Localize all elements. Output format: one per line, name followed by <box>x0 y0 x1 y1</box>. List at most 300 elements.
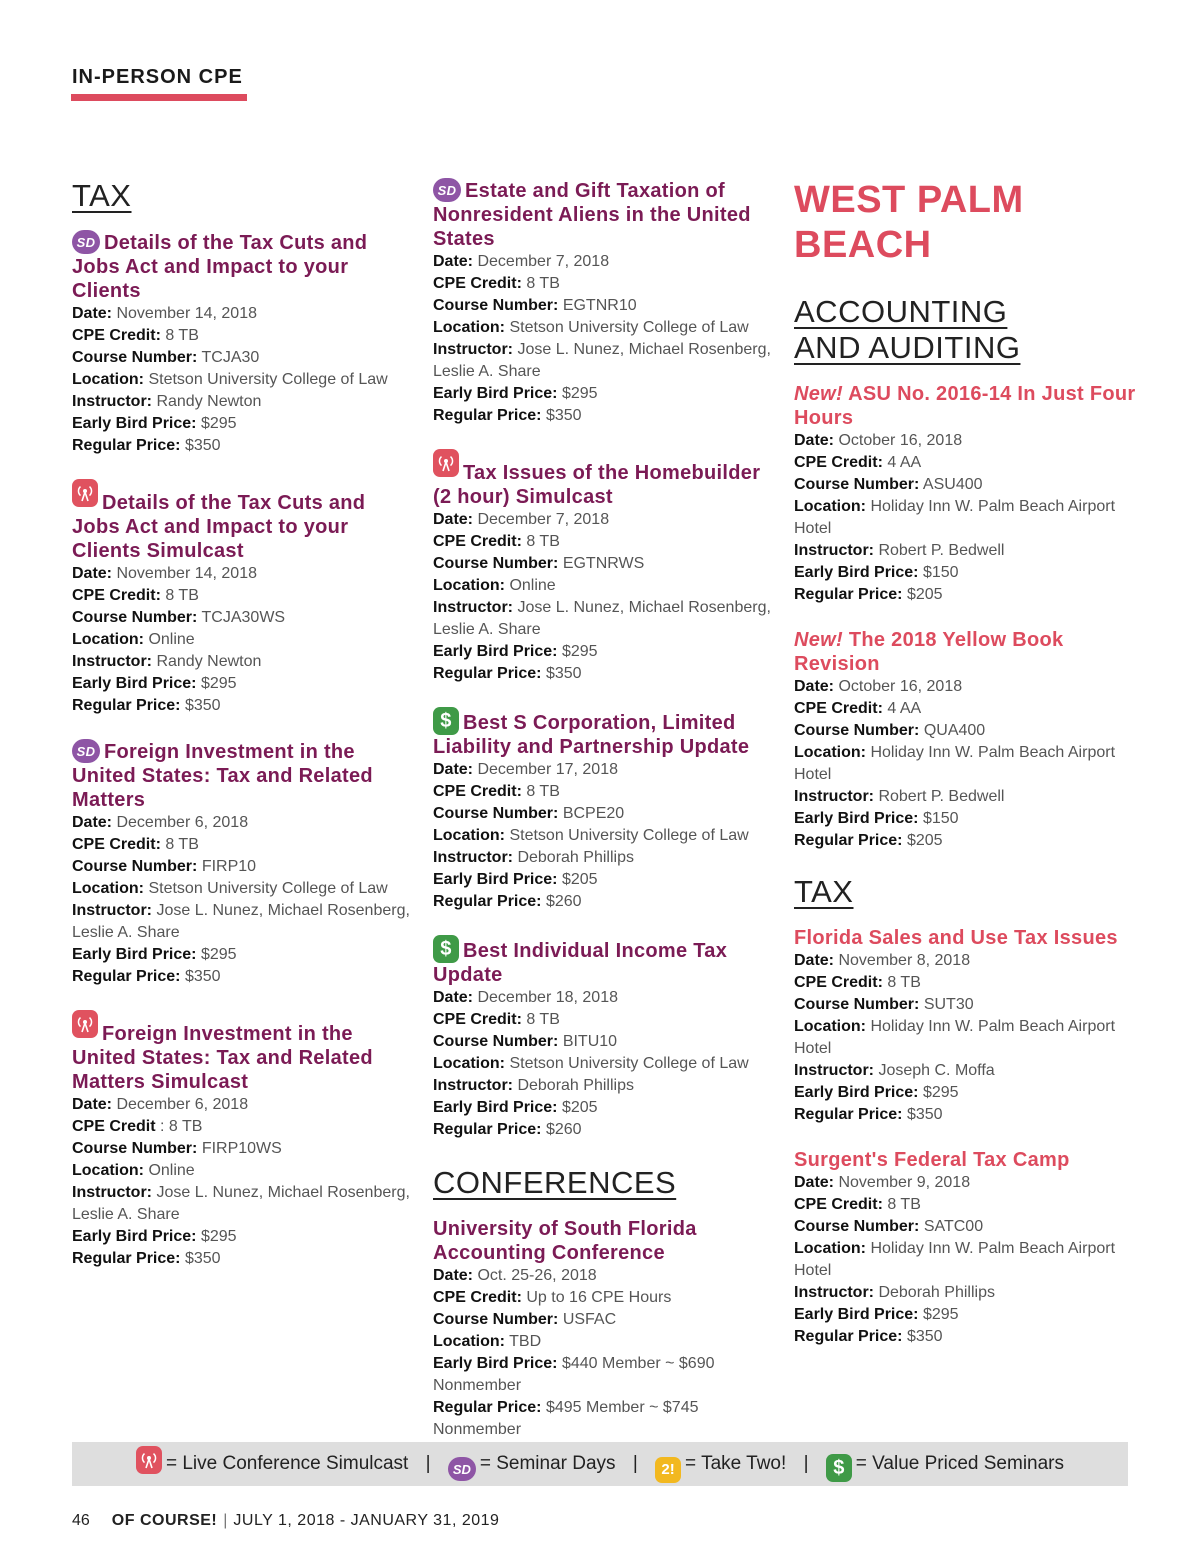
course-cpe-credit <box>72 1116 412 1138</box>
course-regular-price <box>794 584 1139 606</box>
field-label: Instructor: <box>72 1184 152 1201</box>
field-label: Course Number: <box>72 609 198 626</box>
section-underline-bar <box>71 94 247 101</box>
field-label: Course Number: <box>72 858 198 875</box>
course-listing <box>72 230 412 457</box>
legend-separator: | <box>632 1453 638 1474</box>
field-label: Regular Price: <box>794 586 903 603</box>
field-value: Holiday Inn W. Palm Beach Airport Hotel <box>794 498 1116 537</box>
legend-separator: | <box>425 1453 431 1474</box>
field-value: November 14, 2018 <box>116 565 257 582</box>
field-value: October 16, 2018 <box>838 678 963 695</box>
field-value: : 8 TB <box>160 1118 203 1135</box>
field-value: Stetson University College of Law <box>148 371 388 388</box>
course-cpe-credit <box>72 834 412 856</box>
field-value: 4 AA <box>887 454 922 471</box>
conference-regular-price <box>433 1397 778 1441</box>
field-value: $295 <box>200 675 237 692</box>
region-heading: WEST PALM BEACH <box>794 179 1024 266</box>
field-value: Stetson University College of Law <box>509 1055 749 1072</box>
field-value: November 9, 2018 <box>838 1174 971 1191</box>
course-date <box>433 759 778 781</box>
column-middle <box>433 178 778 1463</box>
course-date <box>433 251 778 273</box>
field-value: Jose L. Nunez, Michael Rosenberg, Leslie A. Share <box>72 902 410 941</box>
field-label: Location: <box>433 577 505 594</box>
course-cpe-credit <box>794 972 1139 994</box>
field-label: Location: <box>794 1240 866 1257</box>
field-label: CPE Credit: <box>433 533 522 550</box>
field-label: Early Bird Price: <box>72 1228 197 1245</box>
course-title-text: ASU No. 2016-14 In Just Four Hours <box>794 383 1136 429</box>
course-listing <box>433 449 778 685</box>
field-label: CPE Credit: <box>72 836 161 853</box>
course-cpe-credit <box>794 452 1139 474</box>
field-value: Holiday Inn W. Palm Beach Airport Hotel <box>794 1240 1116 1279</box>
course-cpe-credit <box>433 273 778 295</box>
new-tag: New! <box>794 629 843 651</box>
field-label: Location: <box>72 1162 144 1179</box>
field-label: Early Bird Price: <box>794 1306 919 1323</box>
field-value: EGTNRWS <box>562 555 645 572</box>
course-list <box>794 382 1139 852</box>
field-label: Early Bird Price: <box>433 643 558 660</box>
course-location <box>433 317 778 339</box>
course-date <box>433 509 778 531</box>
field-label: CPE Credit: <box>72 327 161 344</box>
category-heading-accounting: ACCOUNTING AND AUDITING <box>794 294 1021 365</box>
field-label: Course Number: <box>433 297 559 314</box>
conference-early-bird-price <box>433 1353 778 1397</box>
course-date <box>794 950 1139 972</box>
course-cpe-credit <box>72 585 412 607</box>
footer-separator: | <box>223 1512 228 1529</box>
simulcast-icon <box>72 1010 98 1038</box>
publication-dates: JULY 1, 2018 - JANUARY 31, 2019 <box>233 1512 500 1529</box>
course-instructor <box>72 1182 412 1226</box>
field-label: Instructor: <box>794 788 874 805</box>
course-location <box>433 1053 778 1075</box>
course-location <box>72 369 412 391</box>
field-label: Course Number: <box>794 996 920 1013</box>
course-title <box>794 382 1139 430</box>
conference-listing <box>433 1217 778 1441</box>
course-listing <box>433 707 778 913</box>
category-heading-tax: TAX <box>72 178 132 213</box>
field-value: FIRP10 <box>201 858 257 875</box>
new-tag: New! <box>794 383 843 405</box>
field-value: Deborah Phillips <box>517 1077 634 1094</box>
field-value: $295 <box>922 1306 959 1323</box>
field-value: December 6, 2018 <box>116 814 249 831</box>
field-label: Date: <box>794 432 835 449</box>
conference-location <box>433 1331 778 1353</box>
field-value: 8 TB <box>165 587 199 604</box>
field-label: Date: <box>72 1096 113 1113</box>
field-label: Early Bird Price: <box>794 1084 919 1101</box>
field-label: Location: <box>794 1018 866 1035</box>
course-title-text: Best S Corporation, Limited Liability and Partnership Update <box>433 712 750 758</box>
field-label: Course Number: <box>794 1218 920 1235</box>
field-label: Instructor: <box>433 341 513 358</box>
course-course-number <box>433 1031 778 1053</box>
field-value: SATC00 <box>923 1218 984 1235</box>
course-instructor <box>794 540 1139 562</box>
course-listing <box>72 1010 412 1270</box>
course-instructor <box>72 391 412 413</box>
course-title <box>433 449 778 509</box>
field-label: CPE Credit: <box>433 1011 522 1028</box>
course-instructor <box>433 847 778 869</box>
field-value: Robert P. Bedwell <box>878 542 1005 559</box>
field-value: $350 <box>184 697 221 714</box>
course-course-number <box>794 994 1139 1016</box>
course-list <box>433 178 778 1141</box>
field-value: $295 <box>200 946 237 963</box>
field-label: Location: <box>794 498 866 515</box>
field-label: Early Bird Price: <box>794 810 919 827</box>
field-label: Instructor: <box>794 1062 874 1079</box>
field-value: $260 <box>545 1121 582 1138</box>
field-label: Location: <box>433 319 505 336</box>
course-course-number <box>433 803 778 825</box>
field-value: Jose L. Nunez, Michael Rosenberg, Leslie A. Share <box>433 341 771 380</box>
field-value: $260 <box>545 893 582 910</box>
legend-simulcast-label: = Live Conference Simulcast <box>165 1453 409 1474</box>
field-value: USFAC <box>562 1311 617 1328</box>
field-value: $350 <box>545 665 582 682</box>
course-early-bird-price <box>794 808 1139 830</box>
course-early-bird-price <box>794 562 1139 584</box>
course-course-number <box>72 1138 412 1160</box>
course-instructor <box>794 786 1139 808</box>
course-date <box>72 812 412 834</box>
course-course-number <box>72 607 412 629</box>
field-value: $350 <box>906 1328 943 1345</box>
field-value: TCJA30WS <box>201 609 286 626</box>
field-label: Date: <box>72 814 113 831</box>
field-label: Instructor: <box>72 653 152 670</box>
course-listing <box>794 1148 1139 1348</box>
field-value: $295 <box>561 643 598 660</box>
course-early-bird-price <box>72 1226 412 1248</box>
field-value: $350 <box>184 1250 221 1267</box>
course-title-text: Florida Sales and Use Tax Issues <box>794 927 1118 949</box>
course-course-number <box>794 720 1139 742</box>
field-label: Course Number: <box>794 476 920 493</box>
course-title <box>72 739 412 812</box>
course-title <box>433 935 778 987</box>
field-label: Early Bird Price: <box>433 1355 558 1372</box>
field-value: December 7, 2018 <box>477 511 610 528</box>
field-value: BCPE20 <box>562 805 625 822</box>
field-value: 8 TB <box>887 1196 921 1213</box>
field-value: $205 <box>906 586 943 603</box>
field-value: EGTNR10 <box>562 297 637 314</box>
field-label: CPE Credit: <box>794 1196 883 1213</box>
field-label: Date: <box>433 989 474 1006</box>
course-cpe-credit <box>433 1009 778 1031</box>
publication-name: OF COURSE! <box>111 1512 218 1529</box>
field-label: Location: <box>72 631 144 648</box>
field-label: Early Bird Price: <box>72 946 197 963</box>
course-instructor <box>794 1282 1139 1304</box>
take-two-icon: 2! <box>655 1457 681 1483</box>
field-label: Date: <box>72 565 113 582</box>
field-label: Early Bird Price: <box>433 385 558 402</box>
course-title <box>72 479 412 563</box>
course-cpe-credit <box>433 781 778 803</box>
course-regular-price <box>794 1104 1139 1126</box>
field-value: Deborah Phillips <box>878 1284 995 1301</box>
course-location <box>433 575 778 597</box>
field-label: CPE Credit <box>72 1118 156 1135</box>
field-label: CPE Credit: <box>433 275 522 292</box>
course-date <box>794 430 1139 452</box>
course-course-number <box>433 295 778 317</box>
field-value: Robert P. Bedwell <box>878 788 1005 805</box>
course-title-text: Best Individual Income Tax Update <box>433 940 728 986</box>
course-instructor <box>72 900 412 944</box>
conference-cpe-credit <box>433 1287 778 1309</box>
course-early-bird-price <box>433 869 778 891</box>
course-date <box>72 563 412 585</box>
field-label: Regular Price: <box>433 665 542 682</box>
course-regular-price <box>433 405 778 427</box>
field-value: Online <box>148 631 195 648</box>
field-value: Stetson University College of Law <box>509 319 749 336</box>
field-value: BITU10 <box>562 1033 618 1050</box>
field-label: Regular Price: <box>72 1250 181 1267</box>
simulcast-icon <box>136 1446 162 1474</box>
field-label: Regular Price: <box>433 893 542 910</box>
course-listing <box>72 739 412 988</box>
course-title-text: Tax Issues of the Homebuilder (2 hour) Simulcast <box>433 462 761 508</box>
course-title <box>433 707 778 759</box>
simulcast-icon <box>72 479 98 507</box>
field-label: Regular Price: <box>72 437 181 454</box>
course-instructor <box>433 597 778 641</box>
legend-seminar-label: = Seminar Days <box>479 1453 616 1474</box>
section-label: IN-PERSON CPE <box>72 66 243 88</box>
field-value: $150 <box>922 564 959 581</box>
course-title-text: Surgent's Federal Tax Camp <box>794 1149 1070 1171</box>
field-value: December 7, 2018 <box>477 253 610 270</box>
course-course-number <box>794 474 1139 496</box>
field-value: Holiday Inn W. Palm Beach Airport Hotel <box>794 1018 1116 1057</box>
field-value: 8 TB <box>526 783 560 800</box>
course-early-bird-price <box>72 944 412 966</box>
field-value: $350 <box>184 437 221 454</box>
course-course-number <box>72 347 412 369</box>
field-value: Stetson University College of Law <box>509 827 749 844</box>
field-label: Location: <box>433 1333 505 1350</box>
field-label: Date: <box>433 253 474 270</box>
course-title-text: Foreign Investment in the United States: Tax and Related Matters Simulcast <box>72 1023 373 1093</box>
field-value: October 16, 2018 <box>838 432 963 449</box>
course-title <box>72 230 412 303</box>
field-label: Early Bird Price: <box>433 1099 558 1116</box>
course-list <box>794 926 1139 1348</box>
field-label: Date: <box>794 952 835 969</box>
category-heading-tax: TAX <box>794 874 854 909</box>
field-value: $440 Member ~ $690 Nonmember <box>433 1355 715 1394</box>
course-title-text: The 2018 Yellow Book Revision <box>794 629 1064 675</box>
field-label: Regular Price: <box>72 697 181 714</box>
field-value: Up to 16 CPE Hours <box>526 1289 672 1306</box>
field-label: Early Bird Price: <box>72 675 197 692</box>
course-listing <box>72 479 412 717</box>
course-date <box>433 987 778 1009</box>
field-label: Early Bird Price: <box>72 415 197 432</box>
field-value: $350 <box>184 968 221 985</box>
field-value: Randy Newton <box>156 393 262 410</box>
course-cpe-credit <box>72 325 412 347</box>
field-value: Jose L. Nunez, Michael Rosenberg, Leslie A. Share <box>72 1184 410 1223</box>
field-label: Date: <box>433 511 474 528</box>
seminar-days-icon: SD <box>448 1457 476 1481</box>
course-regular-price <box>72 695 412 717</box>
field-label: Course Number: <box>433 1311 559 1328</box>
field-value: $295 <box>561 385 598 402</box>
category-heading-conferences: CONFERENCES <box>433 1165 677 1200</box>
page-number: 46 <box>72 1512 90 1529</box>
field-value: FIRP10WS <box>201 1140 282 1157</box>
field-value: 4 AA <box>887 700 922 717</box>
field-label: Instructor: <box>794 542 874 559</box>
field-value: 8 TB <box>526 533 560 550</box>
field-value: $295 <box>200 415 237 432</box>
field-value: Online <box>148 1162 195 1179</box>
field-label: Course Number: <box>72 349 198 366</box>
field-value: TCJA30 <box>201 349 260 366</box>
field-label: Location: <box>433 1055 505 1072</box>
value-priced-icon: $ <box>433 707 459 735</box>
course-regular-price <box>433 663 778 685</box>
course-early-bird-price <box>794 1304 1139 1326</box>
course-date <box>72 303 412 325</box>
course-listing <box>433 935 778 1141</box>
course-course-number <box>433 553 778 575</box>
course-regular-price <box>72 1248 412 1270</box>
course-regular-price <box>433 891 778 913</box>
field-value: $350 <box>545 407 582 424</box>
legend-value-label: = Value Priced Seminars <box>855 1453 1065 1474</box>
field-value: Jose L. Nunez, Michael Rosenberg, Leslie A. Share <box>433 599 771 638</box>
course-location <box>72 629 412 651</box>
field-label: Course Number: <box>433 555 559 572</box>
course-location <box>794 1238 1139 1282</box>
field-label: CPE Credit: <box>433 1289 522 1306</box>
field-label: Location: <box>72 371 144 388</box>
field-label: Date: <box>72 305 113 322</box>
field-label: Course Number: <box>433 805 559 822</box>
field-label: CPE Credit: <box>433 783 522 800</box>
value-priced-icon: $ <box>433 935 459 963</box>
field-label: Regular Price: <box>72 968 181 985</box>
simulcast-icon <box>433 449 459 477</box>
field-value: Oct. 25-26, 2018 <box>477 1267 597 1284</box>
field-value: Stetson University College of Law <box>148 880 388 897</box>
course-listing <box>794 382 1139 606</box>
field-value: $495 Member ~ $745 Nonmember <box>433 1399 699 1438</box>
legend-separator: | <box>803 1453 809 1474</box>
course-date <box>794 1172 1139 1194</box>
field-label: Instructor: <box>72 902 152 919</box>
course-location <box>72 1160 412 1182</box>
field-value: Randy Newton <box>156 653 262 670</box>
course-location <box>72 878 412 900</box>
legend-take-two-label: = Take Two! <box>685 1453 787 1474</box>
course-location <box>794 1016 1139 1060</box>
field-label: Regular Price: <box>433 407 542 424</box>
field-label: Instructor: <box>433 1077 513 1094</box>
course-listing <box>794 628 1139 852</box>
field-value: $205 <box>906 832 943 849</box>
field-label: Course Number: <box>794 722 920 739</box>
course-regular-price <box>72 966 412 988</box>
course-early-bird-price <box>433 641 778 663</box>
course-location <box>794 742 1139 786</box>
course-title-text: Estate and Gift Taxation of Nonresident Aliens in the United States <box>433 180 751 250</box>
field-value: $295 <box>200 1228 237 1245</box>
field-value: 8 TB <box>526 1011 560 1028</box>
field-value: Holiday Inn W. Palm Beach Airport Hotel <box>794 744 1116 783</box>
field-value: December 18, 2018 <box>477 989 618 1006</box>
course-location <box>433 825 778 847</box>
seminar-days-icon: SD <box>72 739 100 763</box>
field-value: 8 TB <box>526 275 560 292</box>
course-title <box>794 926 1139 950</box>
course-listing <box>433 178 778 427</box>
field-label: CPE Credit: <box>794 454 883 471</box>
conference-date <box>433 1265 778 1287</box>
field-label: Location: <box>72 880 144 897</box>
field-value: Joseph C. Moffa <box>878 1062 995 1079</box>
field-label: Early Bird Price: <box>794 564 919 581</box>
course-cpe-credit <box>794 1194 1139 1216</box>
field-label: Early Bird Price: <box>433 871 558 888</box>
field-label: Course Number: <box>433 1033 559 1050</box>
column-right <box>794 178 1139 1370</box>
field-label: Location: <box>794 744 866 761</box>
field-label: Regular Price: <box>433 1399 542 1416</box>
course-instructor <box>72 651 412 673</box>
field-label: Date: <box>794 678 835 695</box>
course-location <box>794 496 1139 540</box>
course-early-bird-price <box>433 1097 778 1119</box>
course-instructor <box>433 339 778 383</box>
course-title <box>794 628 1139 676</box>
course-list <box>72 230 412 1270</box>
field-value: November 14, 2018 <box>116 305 257 322</box>
field-value: 8 TB <box>887 974 921 991</box>
course-listing <box>794 926 1139 1126</box>
field-value: $205 <box>561 1099 598 1116</box>
field-label: Instructor: <box>794 1284 874 1301</box>
field-value: December 17, 2018 <box>477 761 618 778</box>
field-label: CPE Credit: <box>794 700 883 717</box>
field-label: Instructor: <box>433 599 513 616</box>
field-value: Deborah Phillips <box>517 849 634 866</box>
course-title <box>794 1148 1139 1172</box>
course-regular-price <box>433 1119 778 1141</box>
field-label: CPE Credit: <box>72 587 161 604</box>
field-label: Regular Price: <box>794 1106 903 1123</box>
conference-title: University of South Florida Accounting Conference <box>433 1218 697 1264</box>
field-label: Date: <box>794 1174 835 1191</box>
field-value: $295 <box>922 1084 959 1101</box>
